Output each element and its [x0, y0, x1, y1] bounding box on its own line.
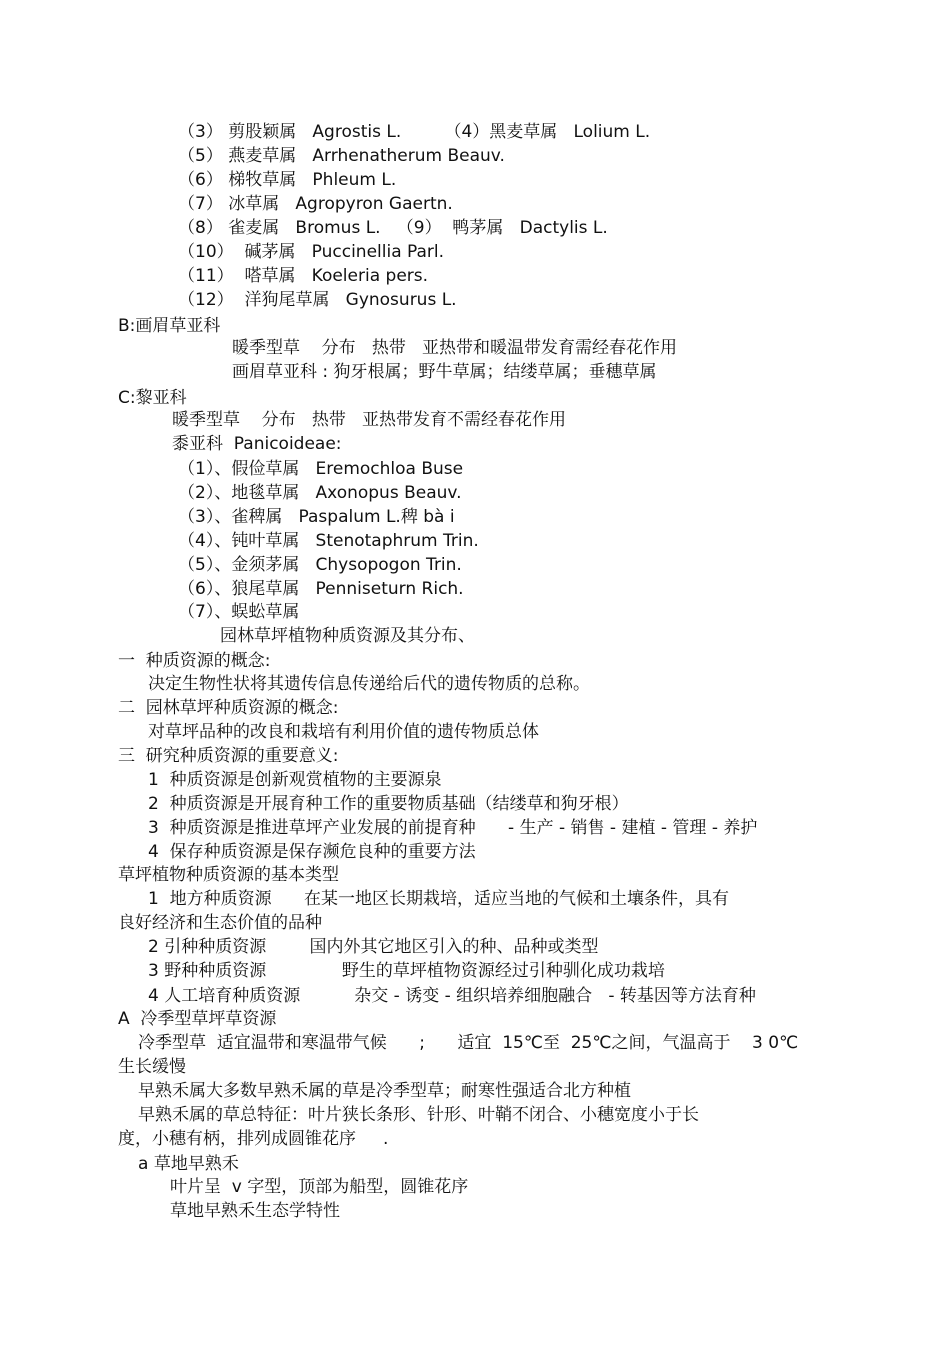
genus-item-11: （11） 嗒草属 Koeleria pers. [178, 266, 429, 286]
kentucky-bluegrass-ecology: 草地早熟禾生态学特性 [170, 1201, 340, 1221]
heading-one-text: 决定生物性状将其遗传信息传递给后代的遗传物质的总称。 [148, 674, 590, 694]
section-b-genera: 画眉草亚科 : 狗牙根属；野牛草属；结缕草属；垂穗草属 [232, 362, 657, 382]
significance-item-1: 1 种质资源是创新观赏植物的主要源泉 [148, 770, 442, 790]
genus-item-8-9: （8） 雀麦属 Bromus L. （9） 鸭茅属 Dactylis L. [178, 218, 608, 238]
poa-features-continued: 度，小穗有柄，排列成圆锥花序 . [118, 1129, 389, 1149]
panicoideae-item-6: （6）、狼尾草属 Penniseturn Rich. [178, 579, 464, 599]
significance-item-3: 3 种质资源是推进草坪产业发展的前提育种 - 生产 - 销售 - 建植 - 管理 - 养护 [148, 818, 758, 838]
section-c-subfamily: 黍亚科 Panicoideae: [172, 434, 342, 454]
heading-two-text: 对草坪品种的改良和栽培有利用价值的遗传物质总体 [148, 722, 539, 742]
cool-season-text: 冷季型草 适宜温带和寒温带气候 ; 适宜 15℃至 25℃之间，气温高于 3 0℃ [138, 1033, 799, 1053]
chapter-heading: 园林草坪植物种质资源及其分布、 [220, 626, 475, 646]
heading-two: 二 园林草坪种质资源的概念: [118, 698, 339, 718]
type-item-4: 4 人工培育种质资源 杂交 - 诱变 - 组织培养细胞融合 - 转基因等方法育种 [148, 986, 756, 1006]
panicoideae-item-5: （5）、金须茅属 Chysopogon Trin. [178, 555, 462, 575]
cool-season-heading: A 冷季型草坪草资源 [118, 1009, 277, 1029]
section-heading-c: C:黎亚科 [118, 388, 187, 408]
heading-one: 一 种质资源的概念: [118, 651, 271, 671]
type-item-2: 2 引种种质资源 国内外其它地区引入的种、品种或类型 [148, 937, 599, 957]
genus-item-6: （6） 梯牧草属 Phleum L. [178, 170, 397, 190]
significance-item-2: 2 种质资源是开展育种工作的重要物质基础（结缕草和狗牙根） [148, 794, 629, 814]
type-item-3: 3 野种种质资源 野生的草坪植物资源经过引种驯化成功栽培 [148, 961, 665, 981]
panicoideae-item-7: （7）、蜈蚣草属 [178, 602, 300, 622]
cool-season-text-continued: 生长缓慢 [118, 1057, 186, 1077]
types-heading: 草坪植物种质资源的基本类型 [118, 865, 339, 885]
section-c-description: 暖季型草 分布 热带 亚热带发育不需经春花作用 [172, 410, 567, 430]
heading-three: 三 研究种质资源的重要意义: [118, 746, 339, 766]
panicoideae-item-1: （1）、假俭草属 Eremochloa Buse [178, 459, 464, 479]
section-heading-b: B:画眉草亚科 [118, 316, 221, 336]
genus-item-10: （10） 碱茅属 Puccinellia Parl. [178, 242, 445, 262]
poa-genus-text: 早熟禾属大多数早熟禾属的草是冷季型草；耐寒性强适合北方种植 [138, 1081, 631, 1101]
type-item-1-continued: 良好经济和生态价值的品种 [118, 913, 322, 933]
panicoideae-item-3: （3）、雀稗属 Paspalum L.稗 bà i [178, 507, 455, 527]
genus-item-12: （12） 洋狗尾草属 Gynosurus L. [178, 290, 457, 310]
type-item-1: 1 地方种质资源 在某一地区长期栽培，适应当地的气候和土壤条件，具有 [148, 889, 730, 909]
kentucky-bluegrass-heading: a 草地早熟禾 [138, 1154, 239, 1174]
genus-item-7: （7） 冰草属 Agropyron Gaertn. [178, 194, 453, 214]
kentucky-bluegrass-leaf: 叶片呈 v 字型，顶部为船型，圆锥花序 [170, 1177, 469, 1197]
significance-item-4: 4 保存种质资源是保存濒危良种的重要方法 [148, 842, 476, 862]
poa-features-text: 早熟禾属的草总特征：叶片狭长条形、针形、叶鞘不闭合、小穗宽度小于长 [138, 1105, 699, 1125]
section-b-description: 暖季型草 分布 热带 亚热带和暖温带发育需经春花作用 [232, 338, 678, 358]
genus-item-5: （5） 燕麦草属 Arrhenatherum Beauv. [178, 146, 505, 166]
panicoideae-item-4: （4）、钝叶草属 Stenotaphrum Trin. [178, 531, 479, 551]
genus-item-3-4: （3） 剪股颖属 Agrostis L. （4）黑麦草属 Lolium L. [178, 122, 651, 142]
panicoideae-item-2: （2）、地毯草属 Axonopus Beauv. [178, 483, 462, 503]
